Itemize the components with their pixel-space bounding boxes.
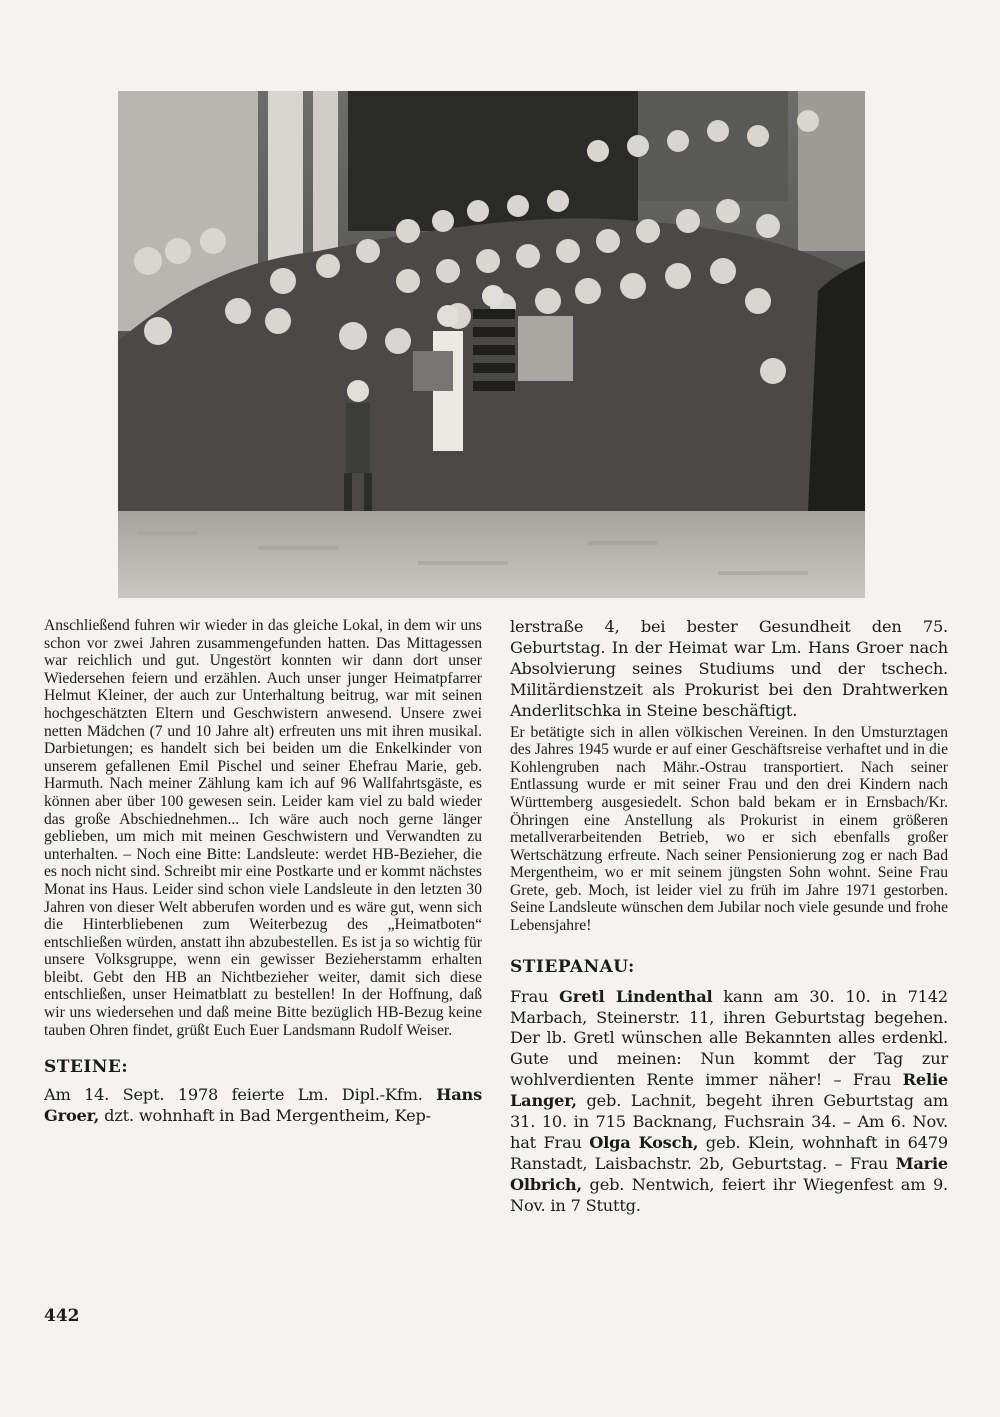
group-photo-image — [118, 91, 865, 598]
person-name: Hans Groer, — [44, 1085, 482, 1126]
steine-text: Am 14. Sept. 1978 feierte Lm. Dipl.-Kfm. — [44, 1085, 437, 1105]
stiepanau-text: kann am 30. 10. in 7142 Marbach, Steinerstr. 11, ihren Geburtstag begehen. Der lb. Gretl wünschen alle Bekannten alles erdenkl. Gute und meinen: Nun kommt der Tag zur wohlverdienten Rente immer näher! – Frau — [510, 986, 948, 1090]
bleed-through-left — [40, 90, 120, 600]
person-name: Relie Langer, — [510, 1070, 948, 1111]
group-photo — [118, 91, 865, 598]
stiepanau-text: Frau — [510, 986, 560, 1006]
page-number: 442 — [44, 1306, 80, 1326]
steine-text: dzt. wohnhaft in Bad Mergentheim, Kep- — [99, 1106, 431, 1126]
stiepanau-text: geb. Lachnit, begeht ihren Geburtstag am 31. 10. in 715 Backnang, Fuchsrain 34. – Am 6. Nov. hat Frau — [510, 1091, 948, 1152]
person-name: Olga Kosch, — [589, 1133, 699, 1152]
stiepanau-text: geb. Klein, wohnhaft in 6479 Ranstadt, Laisbachstr. 2b, Geburtstag. – Frau — [510, 1133, 948, 1173]
article-paragraph: Er betätigte sich in allen völkischen Vereinen. In den Umsturztagen des Jahres 1945 wurde er auf einer Geschäftsreise verhaftet und in die Kohlengruben nach Mähr.-Ostrau transportiert. Nach seiner Entlassung wurde er mit seiner Frau und den drei Kindern nach Württemberg ausgesiedelt. Schon bald bekam er in Ernsbach/Kr. Öhringen eine Anstellung als Prokurist in einem größeren metallverarbeitenden Betrieb, wo er sich ebenfalls großer Wertschätzung erfreute. Nach seiner Pensionierung zog er nach Bad Mergentheim, wo er mit seinem jüngsten Sohn wohnt. Seine Frau Grete, geb. Moch, ist leider viel zu früh im Jahre 1971 gestorben. Seine Landsleute wünschen dem Jubilar noch viele gesunde und frohe Lebensjahre! — [510, 723, 948, 935]
left-column — [44, 617, 482, 1127]
stiepanau-text: geb. Nentwich, feiert ihr Wiegenfest am 9. Nov. in 7 Stuttg. — [510, 1174, 948, 1215]
steine-paragraph-continued: lerstraße 4, bei bester Gesundheit den 75. Geburtstag. In der Heimat war Lm. Hans Groer nach Absolvierung seines Studiums und der tschech. Militärdienstzeit als Prokurist bei den Drahtwerken Anderlitschka in Steine beschäftigt. — [510, 617, 948, 720]
section-heading-steine: STEINE: — [44, 1057, 129, 1078]
bleed-through-right — [860, 90, 1000, 600]
right-column — [510, 617, 948, 1217]
article-paragraph: Anschließend fuhren wir wieder in das gleiche Lokal, in dem wir uns schon vor zwei Jahren zusammengefunden hatten. Das Mittagessen war reichlich und gut. Ungestört konnten wir dann dort unser Wiedersehen feiern und erzählen. Auch unser junger Heimatpfarrer Helmut Kleiner, der auch zur Unterhaltung beitrug, war mit seinen hochgeschätzten Eltern und Geschwistern anwesend. Unsere zwei netten Mädchen (7 und 10 Jahre alt) erfreuten uns mit ihren musikal. Darbietungen; es handelt sich bei beiden um die Enkelkinder von unserem gefallenen Emil Pischel und seiner Ehefrau Marie, geb. Harmuth. Nach meiner Zählung kam ich auf 96 Wallfahrtsgäste, es können aber über 100 gewesen sein. Leider kam viel zu bald wieder das große Abschiednehmen... Ich wäre auch noch gerne länger geblieben, um mich mit meinen Geschwistern und Verwandten zu unterhalten. – Noch eine Bitte: Landsleute: werdet HB-Bezieher, die es noch nicht sind. Schreibt mir eine Postkarte und er kommt nächstes Monat ins Haus. Leider sind schon viele Landsleute in den letzten 30 Jahren von dieser Welt abberufen worden und es wäre gut, wenn sich die Hinterbliebenen zum Weiterbezug des „Heimatboten“ entschließen würden, anstatt ihn abzubestellen. Es ist ja so wichtig für unsere Volksgruppe, wenn ein gewisser Bezieherstamm erhalten bleibt. Gebt den HB an Nichtbezieher weiter, damit sich diese entschließen, unser Heimatblatt zu bestellen! In der Hoffnung, daß wir uns wiedersehen und daß meine Bitte bezüglich HB-Bezug keine tauben Ohren findet, grüßt Euch Euer Landsmann Rudolf Weiser. — [44, 617, 482, 1039]
section-heading-stiepanau: STIEPANAU: — [510, 956, 635, 977]
steine-paragraph — [44, 1085, 482, 1127]
person-name: Marie Olbrich, — [510, 1153, 948, 1194]
person-name: Gretl Lindenthal — [559, 986, 713, 1006]
stiepanau-paragraph — [510, 987, 948, 1217]
